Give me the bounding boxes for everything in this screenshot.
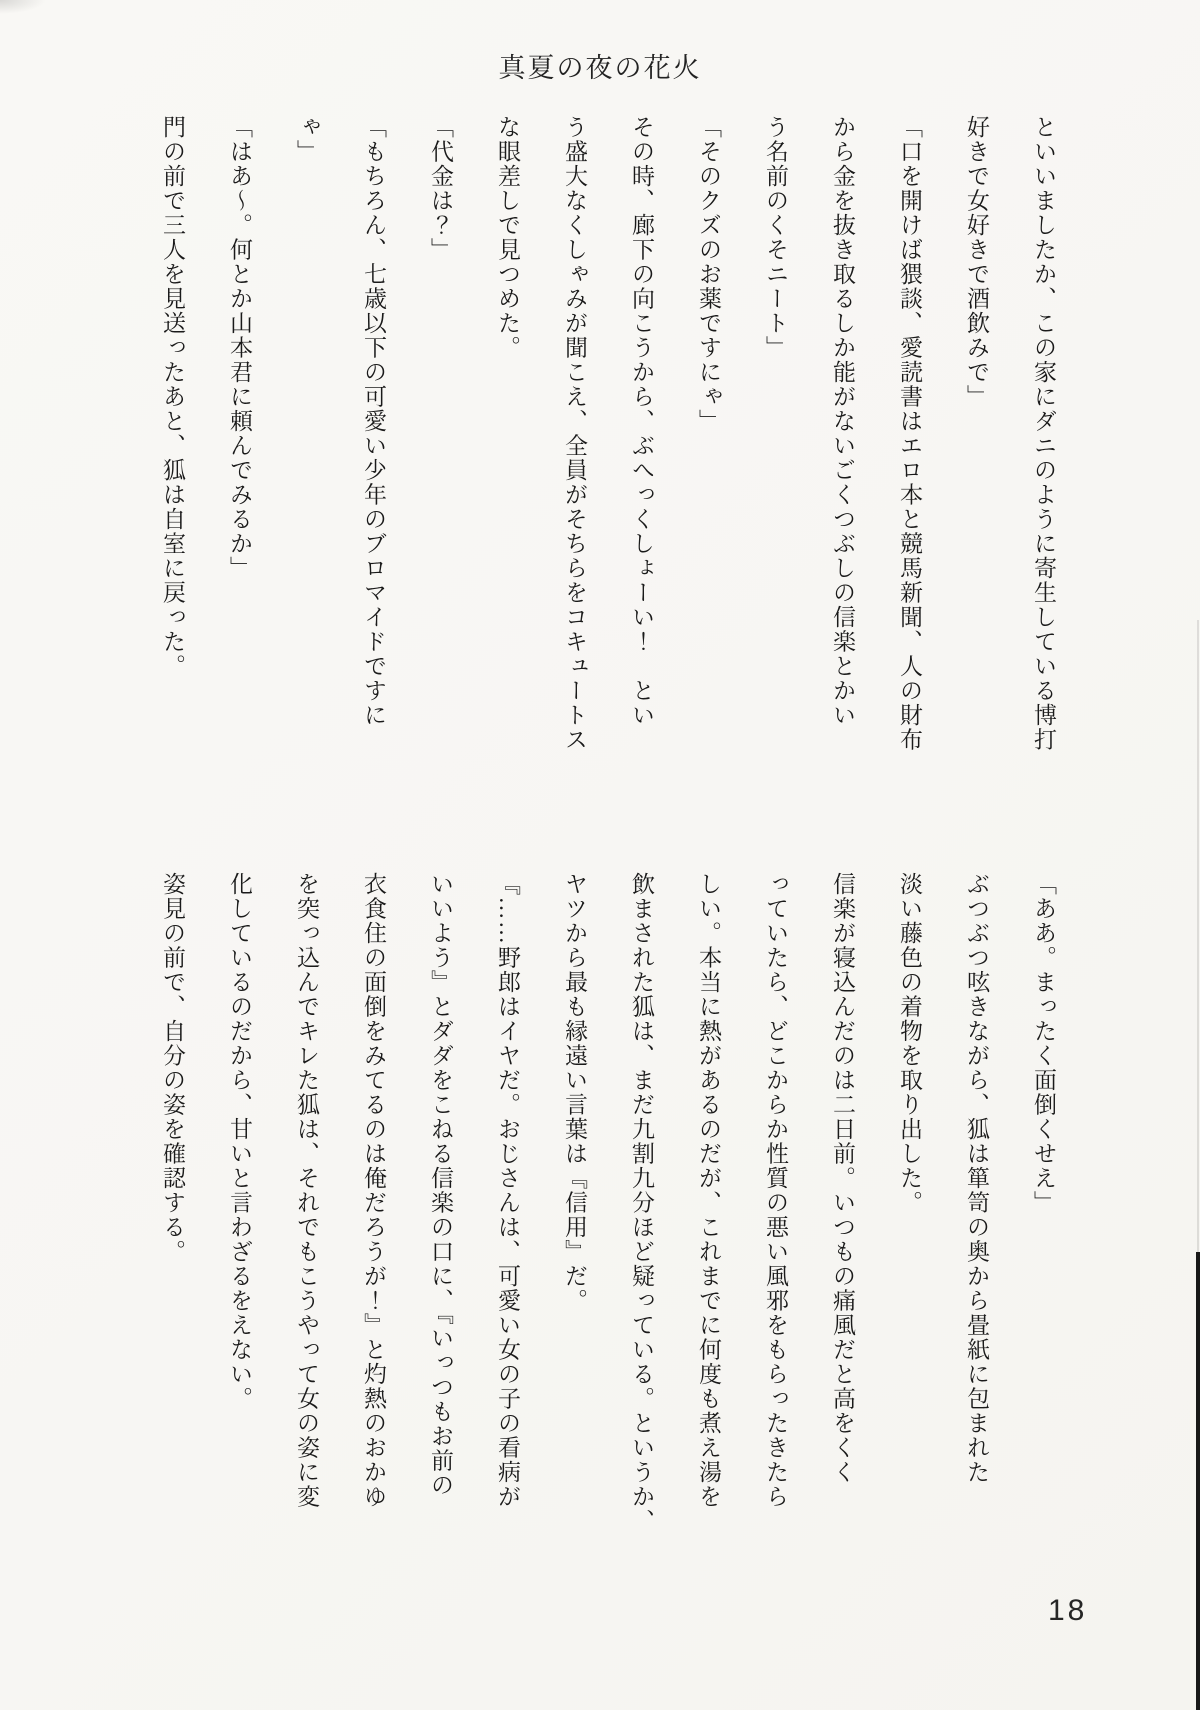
text-column: 「代金は？」 xyxy=(428,115,453,262)
top-text-block xyxy=(139,115,1077,805)
scan-edge-faint-line xyxy=(1197,620,1199,1260)
text-column: 「口を開けば猥談、愛読書はエロ本と競馬新聞、人の財布 xyxy=(897,115,922,752)
text-column: 「そのクズのお薬ですにゃ」 xyxy=(696,115,721,434)
text-column: いいよう』とダダをこねる信楽の口に、『いっつもお前の xyxy=(428,872,453,1498)
text-column: しい。本当に熱があるのだが、これまでに何度も煮え湯を xyxy=(696,872,721,1509)
text-column: 門の前で三人を見送ったあと、狐は自室に戻った。 xyxy=(160,115,185,679)
text-column: ぶつぶつ呟きながら、狐は箪笥の奥から畳紙に包まれた xyxy=(964,872,989,1485)
text-column: といいましたか、この家にダニのように寄生している博打 xyxy=(1031,115,1056,752)
scan-edge-dark-line xyxy=(1196,1252,1200,1710)
text-column: ヤツから最も縁遠い言葉は『信用』だ。 xyxy=(562,872,587,1313)
text-column: 『……野郎はイヤだ。おじさんは、可愛い女の子の看病が xyxy=(495,872,520,1509)
text-column: を突っ込んでキレた狐は、それでもこうやって女の姿に変 xyxy=(294,872,319,1509)
text-column: 信楽が寝込んだのは二日前。いつもの痛風だと高をくく xyxy=(830,872,855,1485)
page-title: 真夏の夜の花火 xyxy=(498,53,702,83)
text-column: 衣食住の面倒をみてるのは俺だろうが！』と灼熱のおかゆ xyxy=(361,872,386,1509)
text-column: 化しているのだから、甘いと言わざるをえない。 xyxy=(227,872,252,1411)
text-column: 淡い藤色の着物を取り出した。 xyxy=(897,872,922,1215)
text-column: 「ああ。まったく面倒くせえ」 xyxy=(1031,872,1056,1215)
text-column: っていたら、どこからか性質の悪い風邪をもらったきたら xyxy=(763,872,788,1509)
text-column: 飲まされた狐は、まだ九割九分ほど疑っている。というか、 xyxy=(629,872,654,1534)
text-column: 「もちろん、七歳以下の可愛い少年のブロマイドですに xyxy=(361,115,386,728)
text-column: う名前のくそニート」 xyxy=(763,115,788,360)
scan-corner-smudge xyxy=(0,0,46,14)
text-column: 好きで女好きで酒飲みで」 xyxy=(964,115,989,409)
text-column: 姿見の前で、自分の姿を確認する。 xyxy=(160,872,185,1264)
text-column: ゃ」 xyxy=(294,115,319,164)
text-column: う盛大なくしゃみが聞こえ、全員がそちらをコキュートス xyxy=(562,115,587,752)
text-column: な眼差しで見つめた。 xyxy=(495,115,520,360)
page-number: 18 xyxy=(1048,1594,1088,1627)
bottom-text-block xyxy=(139,872,1077,1572)
text-column: その時、廊下の向こうから、ぶへっくしょーい！ とい xyxy=(629,115,654,728)
text-column: 「はあ〜。何とか山本君に頼んでみるか」 xyxy=(227,115,252,581)
text-column: から金を抜き取るしか能がないごくつぶしの信楽とかい xyxy=(830,115,855,728)
